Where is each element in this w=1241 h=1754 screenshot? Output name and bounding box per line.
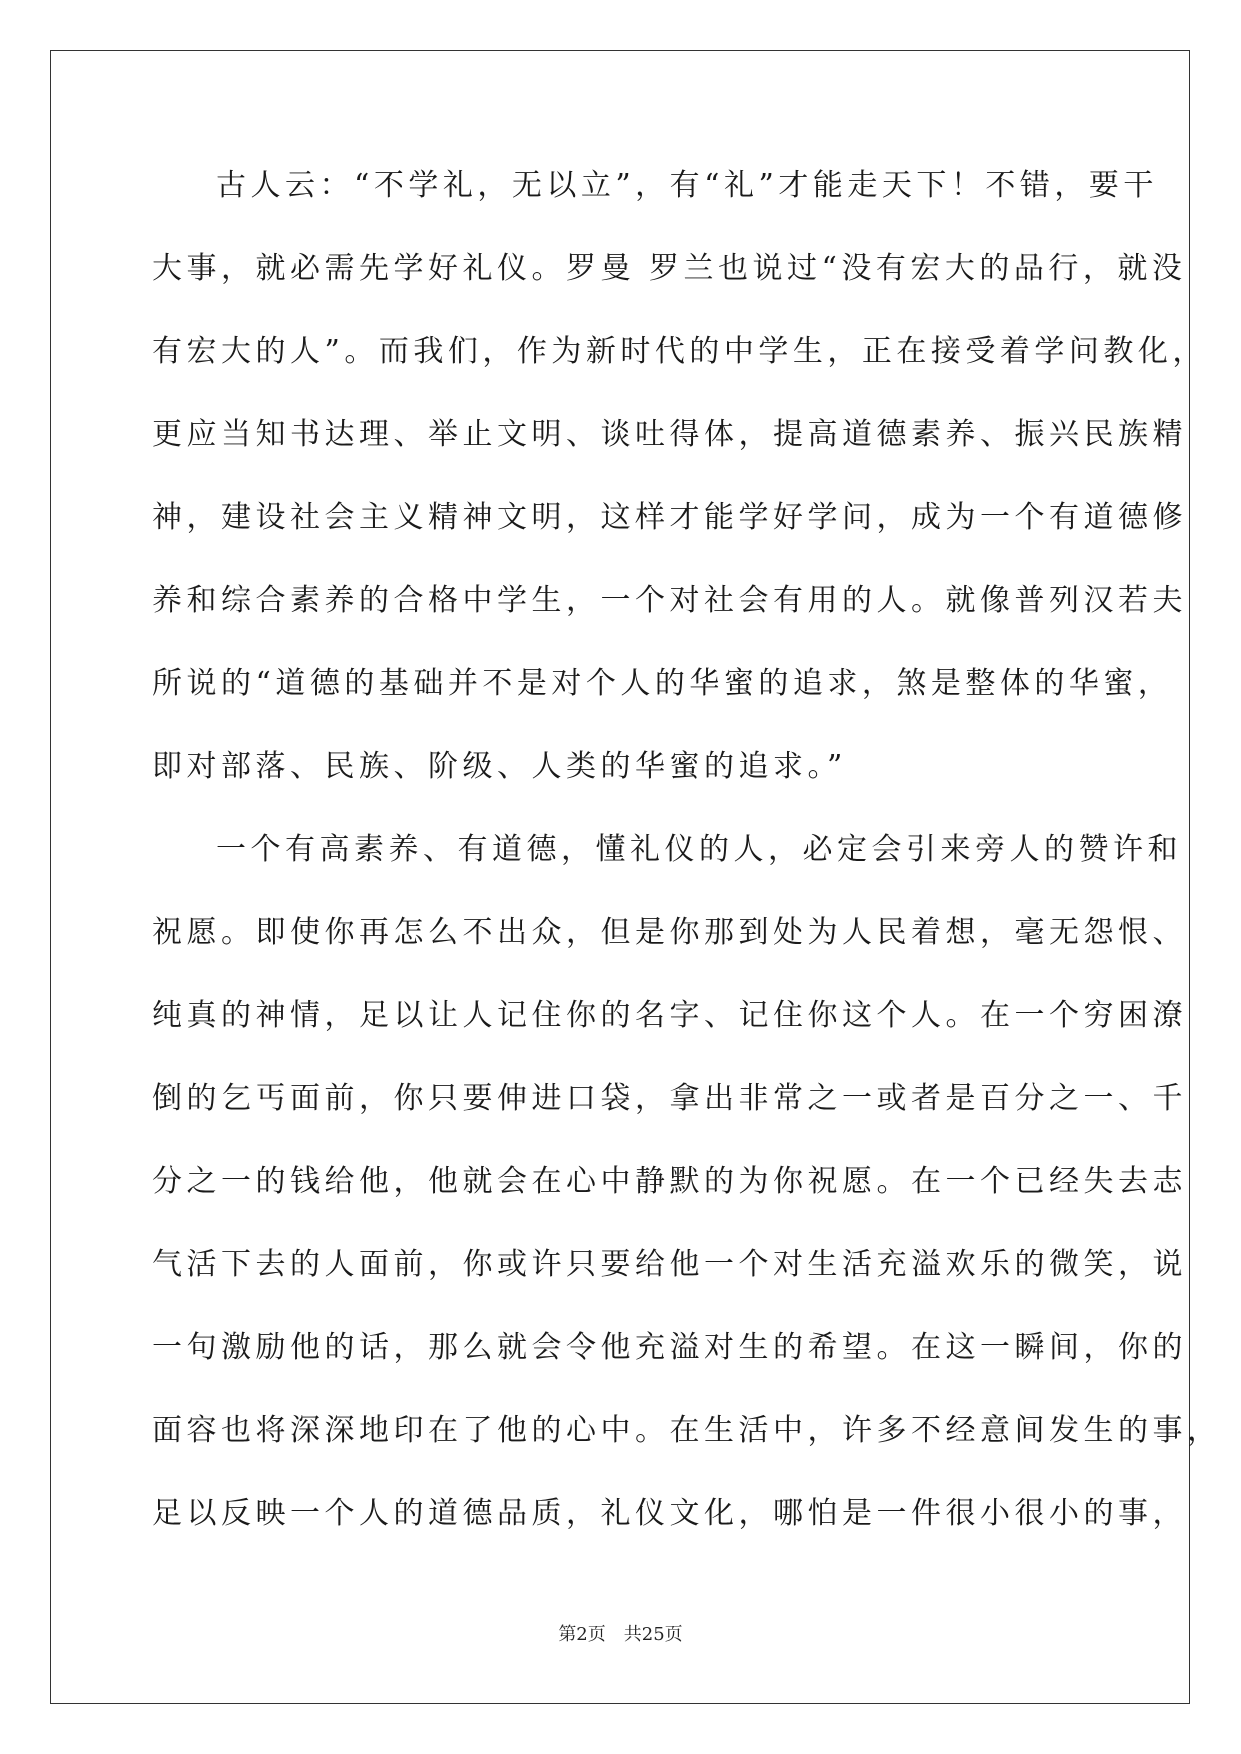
document-body bbox=[152, 156, 1222, 1567]
paragraph-1-line-4: 更应当知书达理、举止文明、谈吐得体，提高道德素养、振兴民族精 bbox=[152, 417, 1187, 452]
paragraph-2-line-6: 气活下去的人面前，你或许只要给他一个对生活充溢欢乐的微笑，说 bbox=[152, 1247, 1187, 1282]
paragraph-2-line-9: 足以反映一个人的道德品质，礼仪文化，哪怕是一件很小很小的事， bbox=[152, 1496, 1187, 1531]
paragraph-1-line-3: 有宏大的人”。而我们，作为新时代的中学生，正在接受着学问教化， bbox=[152, 334, 1207, 369]
paragraph-2-line-2: 祝愿。即使你再怎么不出众，但是你那到处为人民着想，毫无怨恨、 bbox=[152, 915, 1187, 950]
paragraph-1-line-1: 古人云：“不学礼，无以立”，有“礼”才能走天下！不错，要干 bbox=[216, 168, 1158, 203]
page-footer bbox=[0, 1620, 1241, 1646]
paragraph-1-line-5: 神，建设社会主义精神文明，这样才能学好学问，成为一个有道德修 bbox=[152, 500, 1187, 535]
paragraph-1-line-2: 大事，就必需先学好礼仪。罗曼 罗兰也说过“没有宏大的品行，就没 bbox=[152, 251, 1187, 286]
paragraph-2-line-4: 倒的乞丐面前，你只要伸进口袋，拿出非常之一或者是百分之一、千 bbox=[152, 1081, 1187, 1116]
paragraph-1-line-7: 所说的“道德的基础并不是对个人的华蜜的追求，煞是整体的华蜜， bbox=[152, 666, 1173, 701]
paragraph-1-line-6: 养和综合素养的合格中学生，一个对社会有用的人。就像普列汉若夫 bbox=[152, 583, 1187, 618]
paragraph-2-line-3: 纯真的神情，足以让人记住你的名字、记住你这个人。在一个穷困潦 bbox=[152, 998, 1187, 1033]
page-number: 第2页 bbox=[558, 1624, 606, 1645]
paragraph-2-line-7: 一句激励他的话，那么就会令他充溢对生的希望。在这一瞬间，你的 bbox=[152, 1330, 1187, 1365]
paragraph-2-line-8: 面容也将深深地印在了他的心中。在生活中，许多不经意间发生的事， bbox=[152, 1413, 1222, 1448]
paragraph-2-line-1: 一个有高素养、有道德，懂礼仪的人，必定会引来旁人的赞许和 bbox=[216, 832, 1182, 867]
paragraph-1-line-8: 即对部落、民族、阶级、人类的华蜜的追求。” bbox=[152, 749, 847, 784]
total-pages: 共25页 bbox=[623, 1624, 683, 1645]
paragraph-2-line-5: 分之一的钱给他，他就会在心中静默的为你祝愿。在一个已经失去志 bbox=[152, 1164, 1187, 1199]
